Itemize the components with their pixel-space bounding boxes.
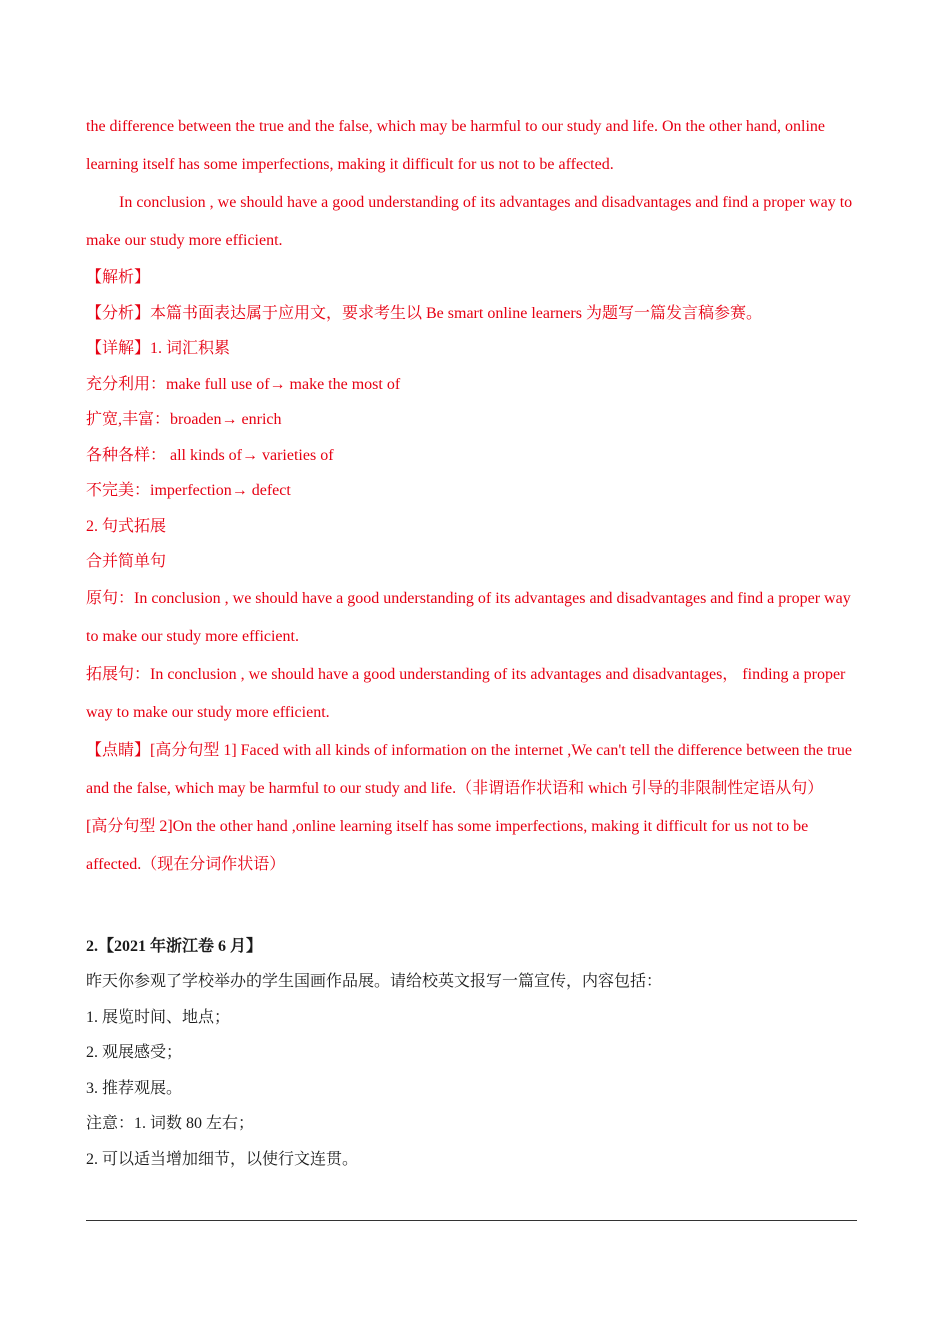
document-page	[86, 108, 860, 1177]
answer-conclusion: In conclusion , we should have a good understanding of its advantages and disadvantages and find a proper way to make our study more efficient.	[86, 194, 853, 249]
analysis-fenxi: 【分析】本篇书面表达属于应用文，要求考生以 Be smart online learners 为题写一篇发言稿参赛。	[86, 304, 762, 322]
question-item: 3. 推荐观展。	[86, 1079, 183, 1097]
question-item: 1. 展览时间、地点；	[86, 1008, 231, 1026]
vocab-item: 充分利用：make full use of→ make the most of	[86, 375, 401, 393]
question-title: 2.【2021 年浙江卷 6 月】	[86, 937, 263, 955]
vocab-item: 各种各样： all kinds of→ varieties of	[86, 446, 334, 464]
answer-continuation: the difference between the true and the false, which may be harmful to our study and life. On the other hand, online learning itself has some imperfections, making it difficult for us not to be affected.	[86, 118, 826, 173]
original-sentence: 原句：In conclusion , we should have a good understanding of its advantages and disadvantages and find a proper way to make our study more efficient.	[86, 589, 851, 645]
sentence-title: 2. 句式拓展	[86, 517, 167, 535]
question-note-1: 注意：1. 词数 80 左右；	[86, 1115, 255, 1132]
question-item: 2. 观展感受；	[86, 1044, 183, 1061]
dianjing-2: [高分句型 2]On the other hand ,online learning itself has some imperfections, making it difficult for us not to be affected.（现在分词作状语）	[86, 817, 809, 873]
analysis-xiangjie: 【详解】1. 词汇积累	[86, 340, 231, 357]
expanded-sentence: 拓展句：In conclusion , we should have a good understanding of its advantages and disadvantages， finding a proper way to make our study more efficient.	[86, 665, 846, 721]
vocab-item: 扩宽,丰富：broaden→ enrich	[86, 411, 282, 428]
answer-line	[86, 1220, 857, 1221]
vocab-item: 不完美：imperfection→ defect	[86, 482, 291, 499]
dianjing-1: 【点睛】[高分句型 1] Faced with all kinds of information on the internet ,We can't tell the difference between the true and the false, which may be harmful to our study and life.（非谓语作状语和 which 引导的非限制性定语从句）	[86, 741, 852, 797]
question-prompt: 昨天你参观了学校举办的学生国画作品展。请给校英文报写一篇宣传，内容包括：	[86, 973, 663, 990]
question-note-2: 2. 可以适当增加细节，以使行文连贯。	[86, 1150, 359, 1168]
analysis-heading: 【解析】	[86, 269, 151, 286]
merge-title: 合并简单句	[86, 553, 167, 570]
